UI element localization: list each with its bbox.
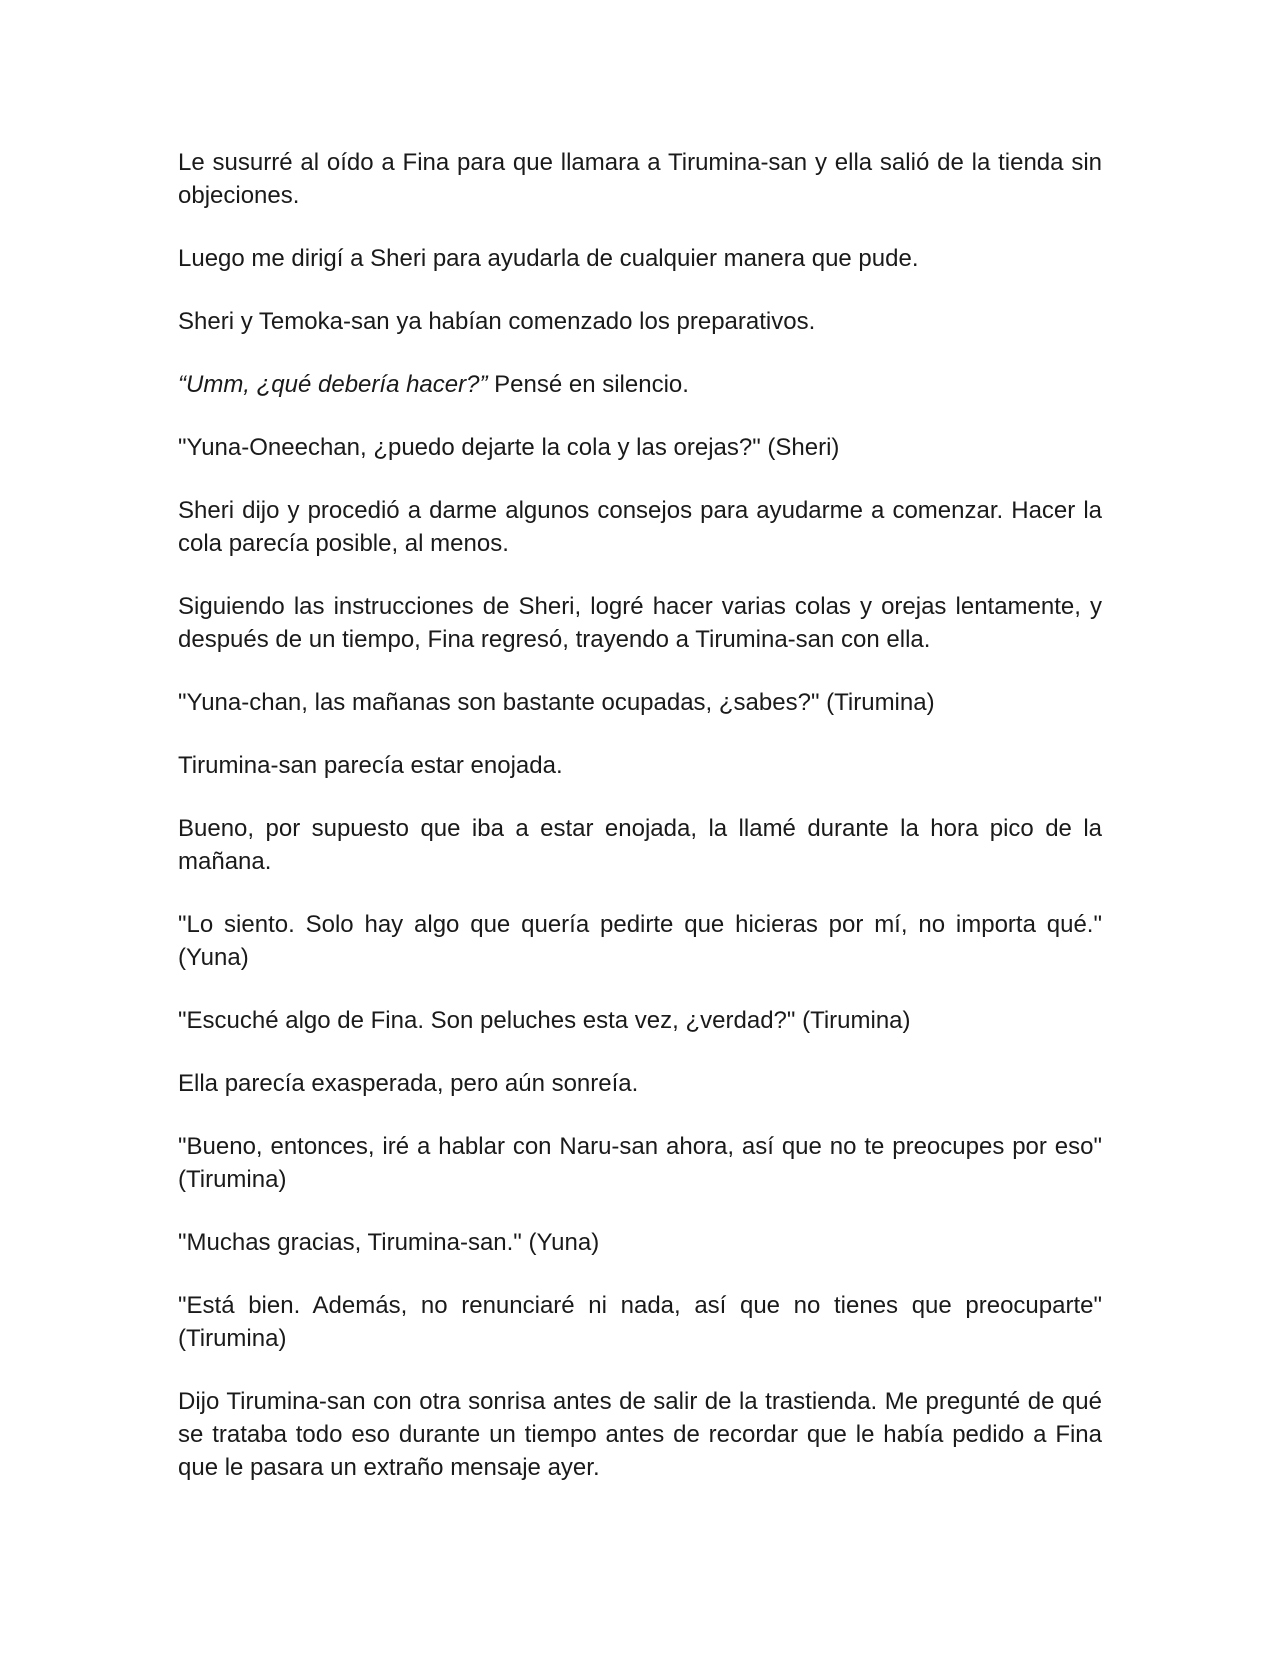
document-page: [178, 146, 1102, 1514]
paragraph: Siguiendo las instrucciones de Sheri, logré hacer varias colas y orejas lentamente, y después de un tiempo, Fina regresó, trayendo a Tirumina-san con ella.: [178, 593, 1102, 653]
paragraph: Ella parecía exasperada, pero aún sonreía.: [178, 1070, 639, 1097]
paragraph: Tirumina-san parecía estar enojada.: [178, 752, 563, 779]
paragraph: Dijo Tirumina-san con otra sonrisa antes de salir de la trastienda. Me pregunté de qué se trataba todo eso durante un tiempo antes de recordar que le había pedido a Fina que le pasara un extraño mensaje ayer.: [178, 1388, 1102, 1481]
paragraph: "Escuché algo de Fina. Son peluches esta vez, ¿verdad?" (Tirumina): [178, 1007, 911, 1034]
paragraph: "Está bien. Además, no renunciaré ni nada, así que no tienes que preocuparte" (Tirumina): [178, 1292, 1102, 1352]
paragraph: "Muchas gracias, Tirumina-san." (Yuna): [178, 1229, 600, 1256]
paragraph: Sheri dijo y procedió a darme algunos consejos para ayudarme a comenzar. Hacer la cola parecía posible, al menos.: [178, 497, 1102, 557]
paragraph: Le susurré al oído a Fina para que llamara a Tirumina-san y ella salió de la tienda sin objeciones.: [178, 149, 1102, 209]
paragraph: Luego me dirigí a Sheri para ayudarla de cualquier manera que pude.: [178, 245, 919, 272]
thought-narration: Pensé en silencio.: [487, 371, 689, 398]
paragraph-thought: [178, 368, 1102, 401]
thought-text: “Umm, ¿qué debería hacer?”: [178, 371, 488, 398]
paragraph: "Bueno, entonces, iré a hablar con Naru-san ahora, así que no te preocupes por eso" (Tirumina): [178, 1133, 1102, 1193]
paragraph: "Yuna-chan, las mañanas son bastante ocupadas, ¿sabes?" (Tirumina): [178, 689, 935, 716]
paragraph: Sheri y Temoka-san ya habían comenzado los preparativos.: [178, 308, 816, 335]
paragraph: "Lo siento. Solo hay algo que quería pedirte que hicieras por mí, no importa qué." (Yuna): [178, 911, 1102, 971]
paragraph: "Yuna-Oneechan, ¿puedo dejarte la cola y las orejas?" (Sheri): [178, 434, 840, 461]
paragraph: Bueno, por supuesto que iba a estar enojada, la llamé durante la hora pico de la mañana.: [178, 815, 1102, 875]
